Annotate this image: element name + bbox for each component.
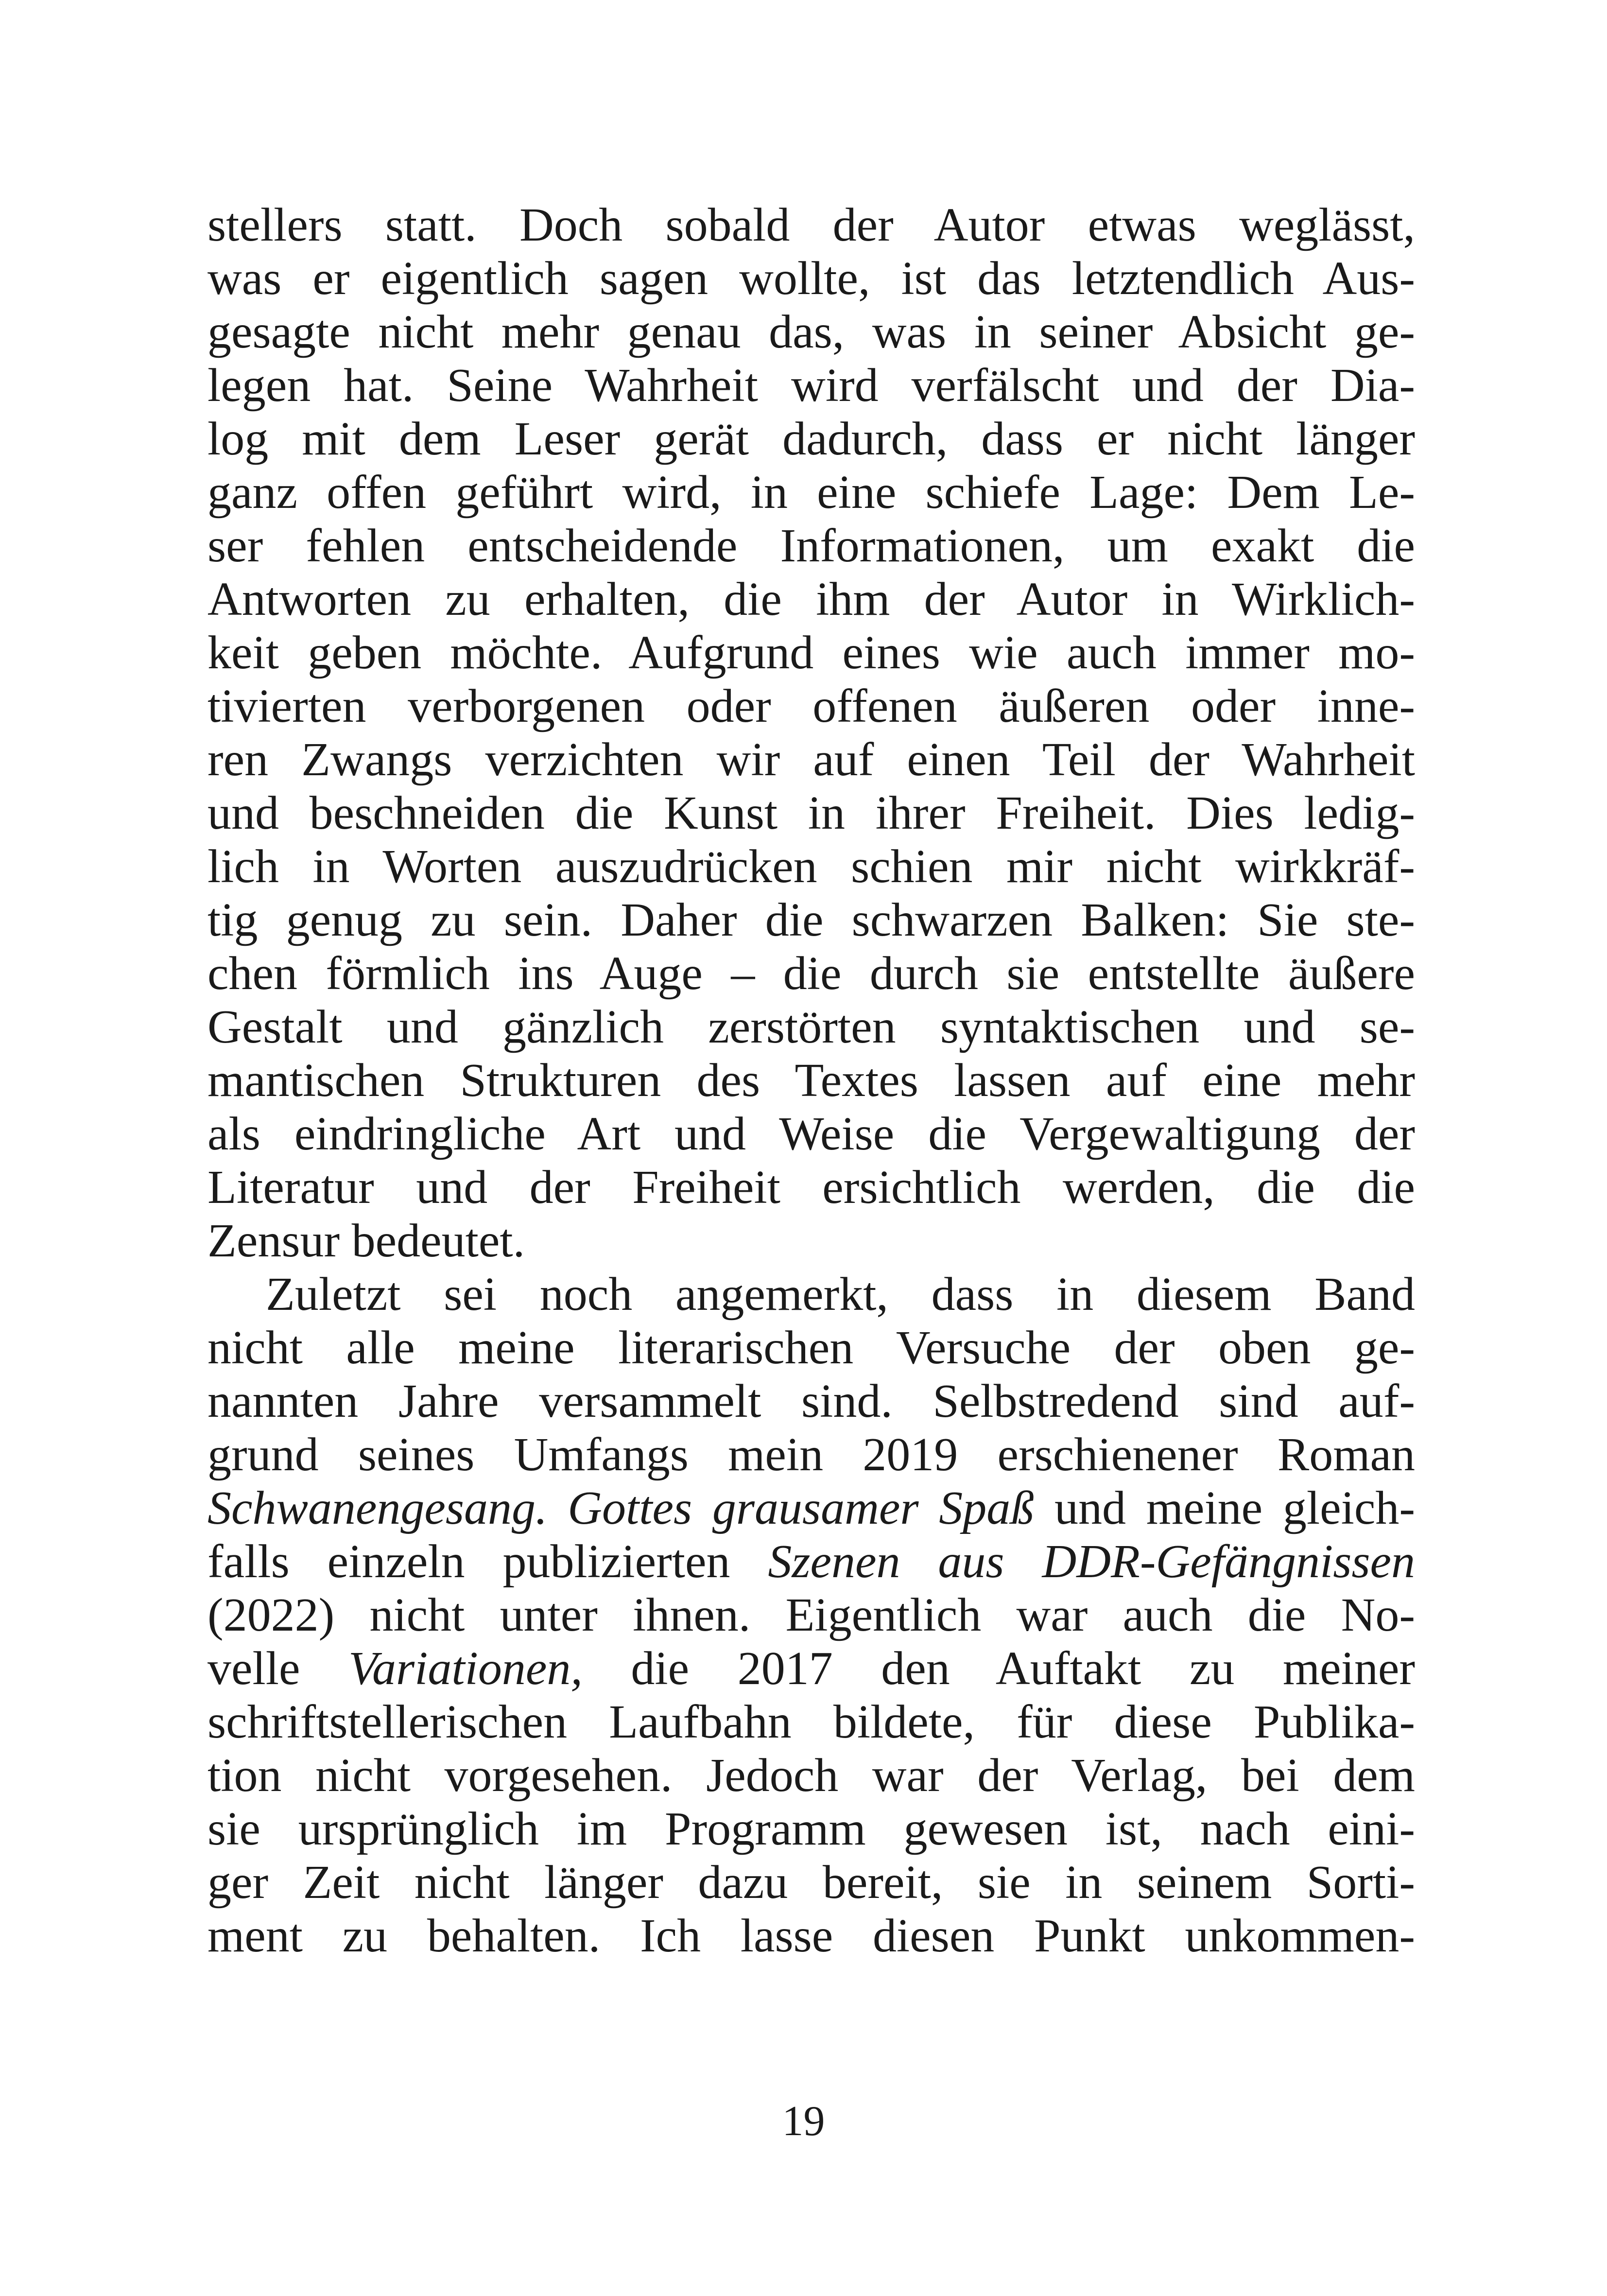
- text-line: mantischen Strukturen des Textes lassen auf eine mehr: [207, 1054, 1415, 1107]
- text-line: grund seines Umfangs mein 2019 erschienener Roman: [207, 1428, 1415, 1481]
- text-line: gesagte nicht mehr genau das, was in seiner Absicht ge-: [207, 306, 1415, 358]
- text-line: nannten Jahre versammelt sind. Selbstredend sind auf-: [207, 1375, 1415, 1427]
- text-line: als eindringliche Art und Weise die Vergewaltigung der: [207, 1108, 1415, 1160]
- text-line: ser fehlen entscheidende Informationen, um exakt die: [207, 520, 1415, 572]
- text-line: was er eigentlich sagen wollte, ist das letztendlich Aus-: [207, 252, 1415, 305]
- text-line: Gestalt und gänzlich zerstörten syntaktischen und se-: [207, 1001, 1415, 1053]
- text-line: [207, 1642, 1415, 1695]
- book-title-italic: Schwanengesang. Gottes grausamer Spaß: [207, 1482, 1035, 1534]
- text-line: Literatur und der Freiheit ersichtlich werden, die die: [207, 1161, 1415, 1214]
- text-line: lich in Worten auszudrücken schien mir nicht wirkkräf-: [207, 840, 1415, 893]
- text-line: [207, 1535, 1415, 1588]
- text-segment: die 2017 den Auftakt zu meiner: [582, 1642, 1415, 1695]
- book-title-italic: Szenen aus DDR-Gefängnissen: [768, 1535, 1415, 1588]
- text-line: legen hat. Seine Wahrheit wird verfälscht und der Dia-: [207, 359, 1415, 412]
- text-line: [207, 1481, 1415, 1535]
- text-line: log mit dem Leser gerät dadurch, dass er nicht länger: [207, 413, 1415, 465]
- body-text: [207, 198, 1415, 1963]
- text-segment: falls einzeln publizierten: [207, 1535, 768, 1588]
- book-title-italic: Variationen,: [348, 1642, 583, 1695]
- text-line: keit geben möchte. Aufgrund eines wie auch immer mo-: [207, 626, 1415, 679]
- text-line: stellers statt. Doch sobald der Autor etwas weglässt,: [207, 199, 1415, 251]
- text-line: Zensur bedeutet.: [207, 1215, 525, 1267]
- text-line: tivierten verborgenen oder offenen äußeren oder inne-: [207, 680, 1415, 732]
- text-line: nicht alle meine literarischen Versuche der oben ge-: [207, 1322, 1415, 1374]
- text-line: ger Zeit nicht länger dazu bereit, sie in seinem Sorti-: [207, 1856, 1415, 1909]
- text-line: tig genug zu sein. Daher die schwarzen Balken: Sie ste-: [207, 894, 1415, 946]
- text-line: und beschneiden die Kunst in ihrer Freiheit. Dies ledig-: [207, 787, 1415, 839]
- text-line: Antworten zu erhalten, die ihm der Autor in Wirklich-: [207, 573, 1415, 626]
- paragraph-first-line: Zuletzt sei noch angemerkt, dass in diesem Band: [266, 1268, 1415, 1321]
- text-line: schriftstellerischen Laufbahn bildete, für diese Publika-: [207, 1696, 1415, 1748]
- page-number: 19: [782, 2098, 825, 2145]
- text-line: ren Zwangs verzichten wir auf einen Teil der Wahrheit: [207, 733, 1415, 786]
- text-segment: und meine gleich-: [1034, 1482, 1415, 1534]
- text-segment: velle: [207, 1642, 349, 1695]
- text-line: sie ursprünglich im Programm gewesen ist, nach eini-: [207, 1803, 1415, 1855]
- text-line: ganz offen geführt wird, in eine schiefe Lage: Dem Le-: [207, 466, 1415, 519]
- text-line: ment zu behalten. Ich lasse diesen Punkt unkommen-: [207, 1910, 1415, 1962]
- text-line: tion nicht vorgesehen. Jedoch war der Verlag, bei dem: [207, 1749, 1415, 1802]
- text-line: (2022) nicht unter ihnen. Eigentlich war auch die No-: [207, 1589, 1415, 1641]
- text-line: chen förmlich ins Auge – die durch sie entstellte äußere: [207, 947, 1415, 1000]
